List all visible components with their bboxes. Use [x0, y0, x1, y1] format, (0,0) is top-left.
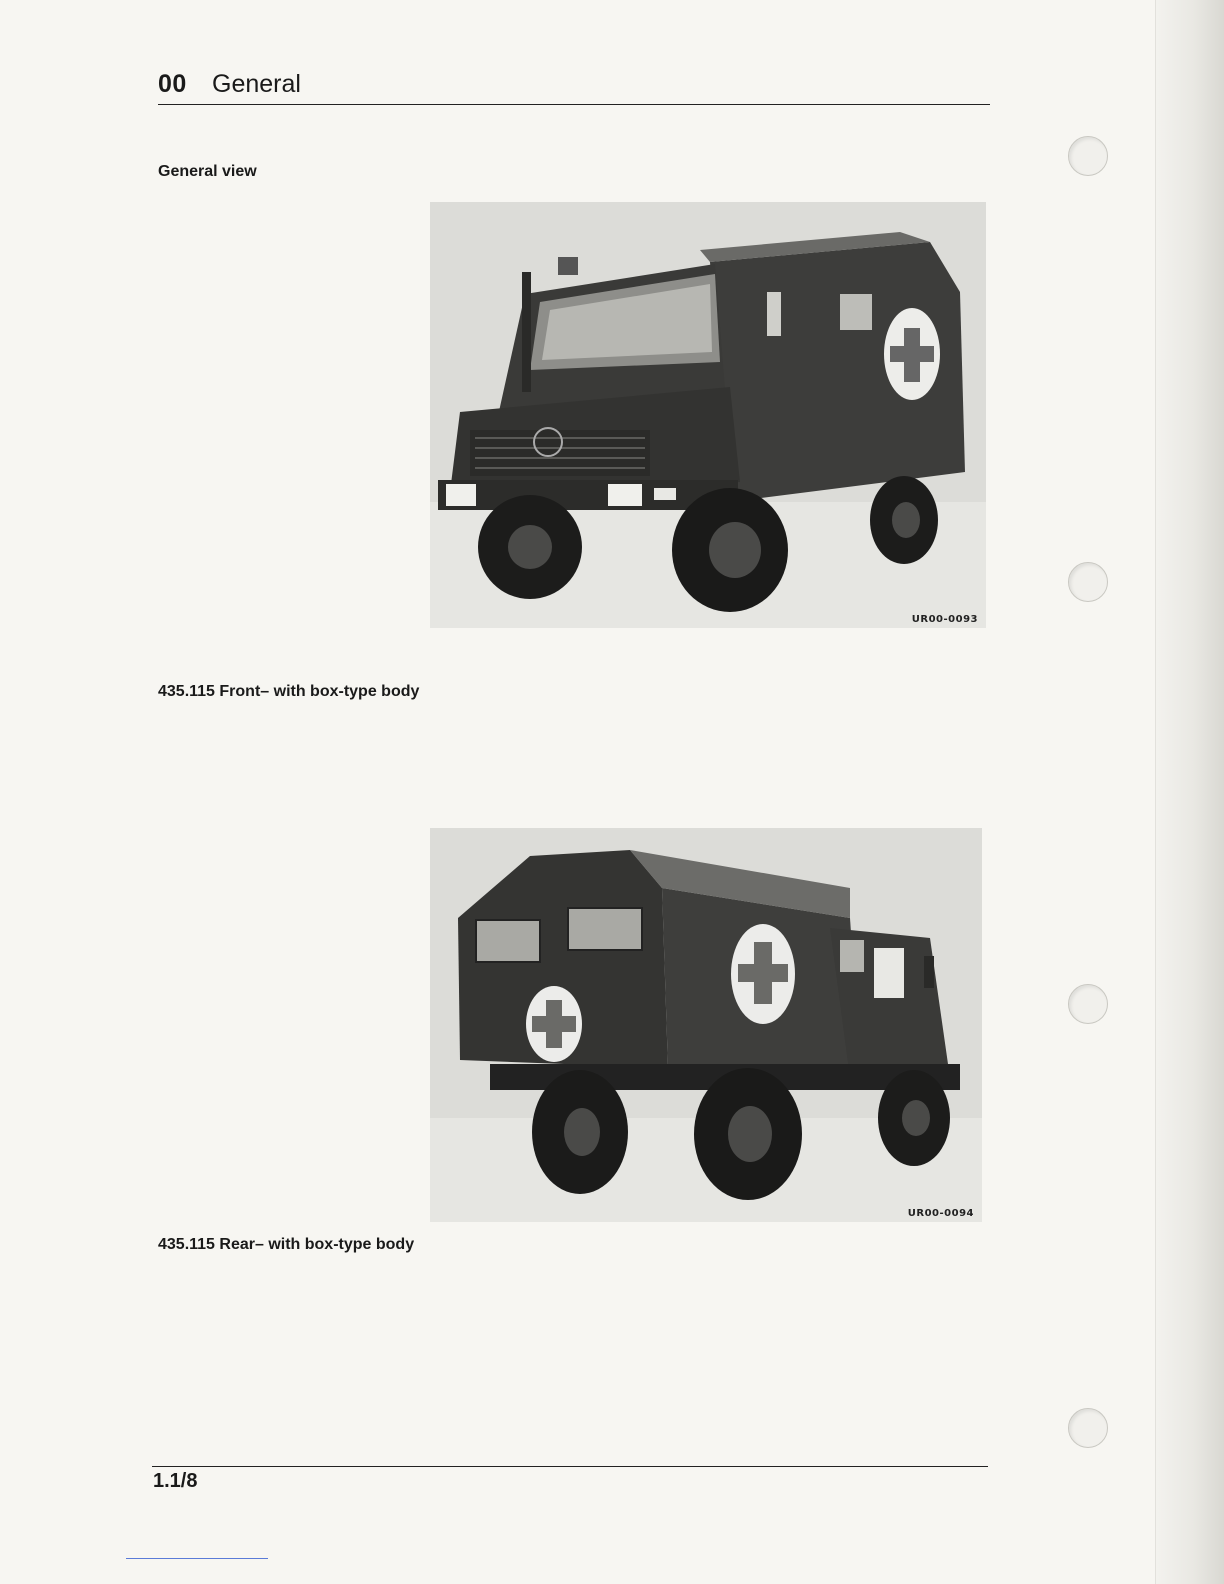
punch-hole	[1068, 562, 1108, 602]
figure-caption: 435.115 Front– with box-type body	[158, 683, 420, 700]
footer-rule	[152, 1466, 988, 1467]
page-header	[158, 68, 990, 105]
truck-rear-illustration	[430, 828, 982, 1222]
figure-rear-photo	[430, 828, 982, 1222]
figure-code: UR00-0093	[911, 614, 978, 625]
bottom-mark	[126, 1558, 268, 1559]
punch-hole	[1068, 136, 1108, 176]
section-title: General view	[158, 163, 257, 180]
figure-caption: 435.115 Rear– with box-type body	[158, 1236, 415, 1253]
figure-front-photo	[430, 202, 986, 628]
chapter-title: General	[212, 70, 301, 98]
page-edge	[1155, 0, 1224, 1584]
chapter-number: 00	[158, 70, 187, 98]
punch-hole	[1068, 984, 1108, 1024]
punch-hole	[1068, 1408, 1108, 1448]
page-number: 1.1/8	[153, 1470, 198, 1492]
truck-front-illustration	[430, 202, 986, 628]
figure-code: UR00-0094	[907, 1208, 974, 1219]
